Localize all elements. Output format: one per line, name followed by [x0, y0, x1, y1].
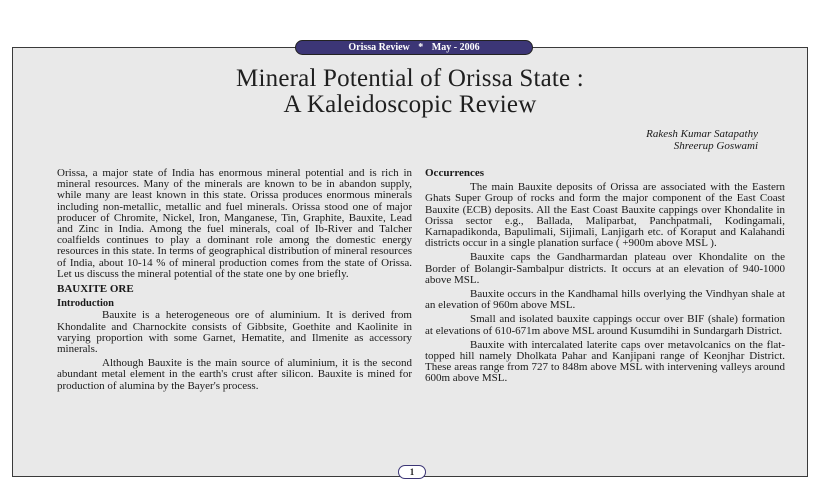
journal-name: Orissa Review [348, 42, 410, 53]
section-heading-bauxite: BAUXITE ORE [57, 283, 134, 296]
subheading-occurrences: Occurrences [425, 167, 485, 179]
occurrence-paragraph-4: Small and isolated bauxite cappings occur over BIF (shale) formation at elevations of 610-671m above MSL around Kusumdihi in Sundargarh District. [425, 313, 785, 337]
journal-issue: May - 2006 [431, 42, 480, 53]
header-separator: * [418, 42, 424, 53]
author-2: Shreerup Goswami [673, 140, 758, 152]
title-line-1: Mineral Potential of Orissa State : [236, 65, 584, 92]
intro-paragraph: Orissa, a major state of India has enormous mineral potential and is rich in mineral resources. Many of the minerals are known to be in abandon supply, while many are least known in this state. Orissa produces enormous minerals including non-metallic, metallic and fuel minerals. Orissa stood one of major producer of Chromite, Nickel, Iron, Manganese, Tin, Graphite, Bauxite, Lead and Zinc in India. Among the fuel minerals, coal of Ib-River and Talcher coalfields continues to play a dominant role among the domestic energy resources in this state. In terms of geographical distribution of mineral resources of India, about 10-14 % of mineral production comes from the state of Orissa. Let us discuss the mineral potential of the state one by one briefly. [57, 167, 412, 280]
occurrence-paragraph-3: Bauxite occurs in the Kandhamal hills overlying the Vindhyan shale at an elevation of 960m above MSL. [425, 288, 785, 312]
occurrence-paragraph-1: The main Bauxite deposits of Orissa are associated with the Eastern Ghats Super Group of rocks and form the major component of the East Coast Bauxite (ECB) deposits. All the East Coast Bauxite cappings over Khondalite in Orissa sector e.g., Ballada, Maliparbat, Panchpatmali, Kodingamali, Karnapadikonda, Bapulimali, Sijimali, Lanjigarh etc. of Koraput and Kalahandi districts occur in a single planation surface ( +900m above MSL ). [425, 181, 785, 250]
left-column [57, 168, 412, 392]
journal-header-badge [295, 40, 533, 55]
bauxite-paragraph-2: Although Bauxite is the main source of aluminium, it is the second abundant metal element in the earth's crust after silicon. Bauxite is mined for production of alumina by the Bayer's process. [57, 357, 412, 392]
author-block [646, 128, 758, 152]
right-column [425, 168, 785, 385]
bauxite-paragraph-1: Bauxite is a heterogeneous ore of aluminium. It is derived from Khondalite and Charnockite consists of Gibbsite, Goethite and Kaolinite in varying proportion with some Garnet, Hematite, and Ilmenite as accessory minerals. [57, 309, 412, 356]
subheading-introduction: Introduction [57, 298, 114, 310]
page-number: 1 [398, 465, 426, 479]
article-title [60, 66, 760, 118]
occurrence-paragraph-5: Bauxite with intercalated laterite caps over metavolcanics on the flat-topped hill namely Dholkata Pahar and Kanjipani range of Keonjhar District. These areas range from 727 to 848m above MSL with intervening valleys around 600m above MSL. [425, 338, 785, 385]
author-1: Rakesh Kumar Satapathy [646, 128, 758, 140]
occurrence-paragraph-2: Bauxite caps the Gandharmardan plateau over Khondalite on the Border of Bolangir-Sambalpur districts. It occurs at an elevation of 940-1000 above MSL. [425, 251, 785, 286]
title-line-2: A Kaleidoscopic Review [283, 91, 537, 118]
